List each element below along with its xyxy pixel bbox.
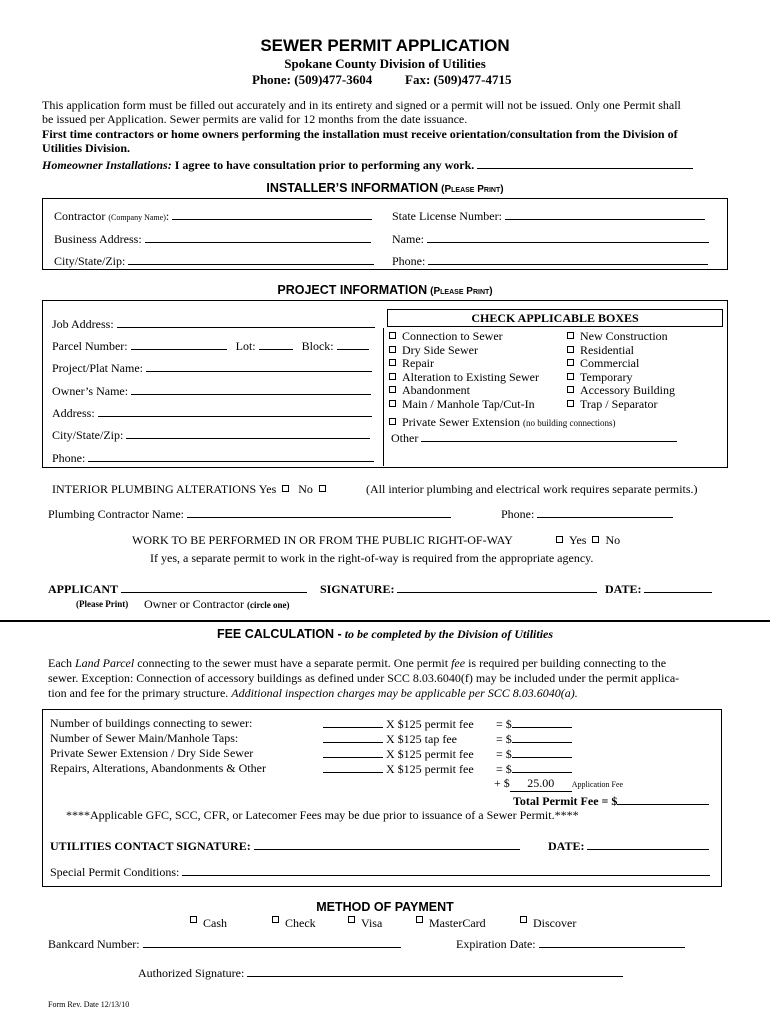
installer-name-label: Name:: [392, 232, 424, 246]
circle-one-note: (circle one): [246, 600, 290, 610]
authorized-signature-field: [138, 965, 623, 981]
installer-name-field: [392, 231, 709, 247]
checkbox-label: New Construction: [580, 329, 668, 343]
total-fee-row: [513, 793, 709, 809]
state-license-label: State License Number:: [392, 209, 502, 223]
installer-city-label: City/State/Zip:: [54, 254, 126, 268]
interior-plumbing-label: INTERIOR PLUMBING ALTERATIONS Yes: [52, 482, 277, 496]
checkbox-label: Dry Side Sewer: [402, 343, 478, 357]
interior-no-checkbox[interactable]: [319, 485, 326, 492]
fee-heading-text: FEE CALCULATION -: [216, 627, 342, 641]
owner-contractor-note: [144, 597, 290, 612]
fee-p3-a: tion and fee for the primary structure.: [48, 686, 229, 700]
fee-p1-e: is required per building connecting to the: [468, 656, 667, 670]
please-print-note: (Please Print): [76, 599, 129, 609]
installer-heading-text: INSTALLER’S INFORMATION: [266, 181, 439, 195]
applicant-label: APPLICANT: [48, 582, 118, 596]
special-conditions-label: Special Permit Conditions:: [50, 865, 180, 879]
project-phone-label: Phone:: [52, 451, 86, 465]
installer-name-input[interactable]: [427, 231, 709, 243]
job-address-label: Job Address:: [52, 317, 114, 331]
project-phone-field: [52, 450, 374, 466]
payment-visa[interactable]: [348, 916, 382, 931]
plat-field: [52, 360, 372, 376]
agency-name: Spokane County Division of Utilities: [284, 56, 486, 71]
payment-method-label: Check: [285, 916, 316, 930]
interior-plumbing-row: [52, 482, 332, 497]
signature-field: [320, 581, 597, 597]
project-city-input[interactable]: [126, 427, 370, 439]
project-heading: [0, 283, 770, 298]
checkbox-label: Accessory Building: [580, 383, 675, 397]
fee-amount-input[interactable]: [512, 746, 572, 758]
intro-line-1: This application form must be filled out accurately and in its entirety and signed or a permit will not be issued. Only one Permit shall: [42, 98, 681, 112]
expiration-label: Expiration Date:: [456, 937, 536, 951]
fee-amount-input[interactable]: [512, 761, 572, 773]
fee-qty-private-ext: [323, 746, 474, 762]
homeowner-text: I agree to have consultation prior to performing any work.: [174, 158, 475, 172]
check-boxes-heading: CHECK APPLICABLE BOXES: [387, 309, 723, 327]
installer-heading: [0, 181, 770, 196]
installer-phone-field: [392, 253, 708, 269]
checkbox-abandonment[interactable]: [389, 383, 470, 398]
applicant-date-input[interactable]: [644, 581, 712, 593]
bankcard-label: Bankcard Number:: [48, 937, 140, 951]
homeowner-consent: [42, 157, 693, 173]
interior-plumbing-note: (All interior plumbing and electrical work requires separate permits.): [366, 482, 698, 496]
expiration-input[interactable]: [539, 936, 685, 948]
parcel-label: Parcel Number:: [52, 339, 128, 353]
other-label: Other: [391, 431, 419, 445]
right-of-way-row: [132, 533, 513, 548]
row-no-label: No: [605, 533, 621, 547]
checkbox-main-manhole-tap[interactable]: [389, 397, 535, 412]
app-fee-prefix: + $: [494, 776, 510, 790]
business-address-input[interactable]: [145, 231, 371, 243]
lot-label: Lot:: [235, 339, 256, 353]
checkbox-trap-separator[interactable]: [567, 397, 658, 412]
fee-amount-input[interactable]: [512, 731, 572, 743]
applicant-field: [48, 581, 307, 597]
other-field: [391, 430, 677, 446]
fee-row-label: Repairs, Alterations, Abandonments & Other: [50, 761, 266, 775]
fee-row-taps: [50, 731, 238, 746]
special-conditions-field: [50, 864, 710, 880]
fee-qty-input[interactable]: [323, 761, 383, 773]
checkbox-private-sewer-extension[interactable]: [389, 415, 615, 430]
checkbox-accessory-building[interactable]: [567, 383, 675, 398]
payment-discover[interactable]: [520, 916, 576, 931]
project-divider: [383, 328, 384, 466]
checkbox-label: Trap / Separator: [580, 397, 658, 411]
fee-qty-taps: [323, 731, 457, 747]
app-fee-amount: 25.00: [510, 776, 572, 792]
fee-paragraph-line-2: sewer. Exception: Connection of accessory buildings as defined under SCC 8.03.6040(f) may be included under the permit applica-: [48, 671, 680, 685]
business-address-field: [54, 231, 371, 247]
fee-qty-buildings: [323, 716, 474, 732]
bankcard-input[interactable]: [143, 936, 401, 948]
installer-phone-label: Phone:: [392, 254, 426, 268]
fee-row-private-ext: [50, 746, 253, 761]
plumbing-phone-input[interactable]: [537, 506, 673, 518]
fee-paragraph-line-1: [48, 656, 666, 671]
checkbox-label: Commercial: [580, 356, 640, 370]
fee-qty-input[interactable]: [323, 731, 383, 743]
checkbox-label: Temporary: [580, 370, 633, 384]
fee-amount-repairs: [496, 761, 572, 777]
project-address-label: Address:: [52, 406, 95, 420]
owner-label: Owner’s Name:: [52, 384, 129, 398]
project-heading-text: PROJECT INFORMATION: [277, 283, 428, 297]
payment-heading: METHOD OF PAYMENT: [316, 900, 454, 914]
fee-rate: X $125 permit fee: [386, 747, 474, 761]
owner-contractor-text: Owner or Contractor: [144, 597, 244, 611]
checkbox-repair[interactable]: [389, 356, 434, 371]
fee-eq: = $: [496, 717, 512, 731]
interior-yes-checkbox[interactable]: [282, 485, 289, 492]
utilities-date-label: DATE:: [548, 839, 585, 853]
plumbing-contractor-label: Plumbing Contractor Name:: [48, 507, 184, 521]
checkbox-new-construction[interactable]: [567, 329, 668, 344]
fee-p1-c: connecting to the sewer must have a separate permit. One permit: [137, 656, 449, 670]
right-of-way-label: WORK TO BE PERFORMED IN OR FROM THE PUBLIC RIGHT-OF-WAY: [132, 533, 513, 547]
state-license-input[interactable]: [505, 208, 705, 220]
fee-amount-private-ext: [496, 746, 572, 762]
page-title: SEWER PERMIT APPLICATION: [260, 36, 510, 55]
utilities-date-field: [548, 838, 709, 854]
applicable-fees-note: ****Applicable GFC, SCC, CFR, or Latecomer Fees may be due prior to issuance of a Sewer Permit.****: [66, 808, 579, 822]
plat-input[interactable]: [146, 360, 372, 372]
payment-mastercard[interactable]: [416, 916, 486, 931]
fee-row-buildings: [50, 716, 252, 731]
lot-input[interactable]: [259, 338, 293, 350]
job-address-input[interactable]: [117, 316, 375, 328]
form-revision-date: Form Rev. Date 12/13/10: [48, 1000, 130, 1009]
private-ext-note: (no building connections): [522, 418, 616, 428]
utilities-signature-label: UTILITIES CONTACT SIGNATURE:: [50, 839, 251, 853]
plumbing-contractor-input[interactable]: [187, 506, 451, 518]
parcel-field: [52, 338, 369, 354]
agency-phone: Phone: (509)477-3604: [252, 72, 373, 87]
company-name-note: (Company Name): [108, 213, 166, 222]
fee-paragraph-line-3: [48, 686, 578, 701]
fee-eq: = $: [496, 747, 512, 761]
checkbox-label: Abandonment: [402, 383, 470, 397]
project-address-input[interactable]: [98, 405, 372, 417]
plumbing-contractor-field: [48, 506, 451, 522]
fee-p1-b: Land Parcel: [74, 656, 135, 670]
authorized-signature-label: Authorized Signature:: [138, 966, 245, 980]
interior-no-label: No: [298, 482, 313, 496]
checkbox-label: Residential: [580, 343, 634, 357]
checkbox-label: Connection to Sewer: [402, 329, 503, 343]
homeowner-initial-field[interactable]: [477, 157, 693, 169]
checkbox-label: Private Sewer Extension: [402, 415, 520, 429]
contractor-label: Contractor: [54, 209, 106, 223]
payment-method-label: MasterCard: [429, 916, 486, 930]
contractor-input[interactable]: [172, 208, 372, 220]
applicant-date-field: [605, 581, 712, 597]
intro-line-2: be issued per Application. Sewer permits are valid for 12 months from the date issuance.: [42, 112, 468, 126]
fee-eq: = $: [496, 762, 512, 776]
checkbox-connection-to-sewer[interactable]: [389, 329, 503, 344]
state-license-field: [392, 208, 705, 224]
installer-city-field: [54, 253, 374, 269]
job-address-field: [52, 316, 375, 332]
fee-heading-note: to be completed by the Division of Utilities: [344, 627, 554, 641]
applicant-date-label: DATE:: [605, 582, 642, 596]
block-label: Block:: [301, 339, 334, 353]
row-yes-checkbox[interactable]: [556, 536, 563, 543]
expiration-field: [456, 936, 685, 952]
fee-row-repairs: [50, 761, 266, 776]
project-address-field: [52, 405, 372, 421]
business-address-label: Business Address:: [54, 232, 142, 246]
agency-fax: Fax: (509)477-4715: [405, 72, 512, 87]
payment-cash[interactable]: [190, 916, 227, 931]
fee-row-label: Number of Sewer Main/Manhole Taps:: [50, 731, 239, 745]
project-heading-note: (Please Print): [430, 286, 493, 297]
payment-check[interactable]: [272, 916, 316, 931]
block-input[interactable]: [337, 338, 369, 350]
fee-row-label: Number of buildings connecting to sewer:: [50, 716, 253, 730]
section-divider: [0, 620, 770, 622]
fee-p3-b: Additional inspection charges may be applicable per SCC 8.03.6040(a).: [231, 686, 578, 700]
authorized-signature-input[interactable]: [247, 965, 623, 977]
utilities-signature-input[interactable]: [254, 838, 520, 850]
utilities-date-input[interactable]: [587, 838, 709, 850]
plat-label: Project/Plat Name:: [52, 361, 143, 375]
fee-row-label: Private Sewer Extension / Dry Side Sewer: [50, 746, 254, 760]
applicant-input[interactable]: [121, 581, 307, 593]
app-fee-label: Application Fee: [571, 780, 624, 789]
bankcard-field: [48, 936, 401, 952]
payment-method-label: Visa: [361, 916, 383, 930]
checkbox-commercial[interactable]: [567, 356, 639, 371]
row-yes-label: Yes: [569, 533, 587, 547]
installer-city-input[interactable]: [128, 253, 374, 265]
fee-eq: = $: [496, 732, 512, 746]
installer-phone-input[interactable]: [428, 253, 708, 265]
total-fee-input[interactable]: [617, 793, 709, 805]
row-no-checkbox[interactable]: [592, 536, 599, 543]
signature-input[interactable]: [397, 581, 597, 593]
intro-line-4: Utilities Division.: [42, 141, 131, 155]
fee-qty-repairs: [323, 761, 474, 777]
checkbox-label: Alteration to Existing Sewer: [402, 370, 539, 384]
contractor-field: Contractor (Company Name):: [54, 208, 372, 224]
owner-field: [52, 383, 371, 399]
fee-amount-taps: [496, 731, 572, 747]
special-conditions-input[interactable]: [182, 864, 710, 876]
right-of-way-options: [556, 533, 620, 548]
fee-heading: [0, 627, 770, 642]
homeowner-label: Homeowner Installations:: [42, 158, 172, 172]
fee-rate: X $125 permit fee: [386, 717, 474, 731]
parcel-input[interactable]: [131, 338, 227, 350]
installer-heading-note: (Please Print): [441, 184, 504, 195]
checkbox-label: Main / Manhole Tap/Cut-In: [402, 397, 535, 411]
fee-p1-a: Each: [48, 656, 72, 670]
other-input[interactable]: [421, 430, 677, 442]
utilities-signature-field: [50, 838, 520, 854]
payment-method-label: Discover: [533, 916, 577, 930]
plumbing-phone-field: [501, 506, 673, 522]
project-city-label: City/State/Zip:: [52, 428, 124, 442]
checkbox-label: Repair: [402, 356, 434, 370]
signature-label: SIGNATURE:: [320, 582, 395, 596]
project-phone-input[interactable]: [88, 450, 374, 462]
plumbing-phone-label: Phone:: [501, 507, 535, 521]
fee-qty-input[interactable]: [323, 716, 383, 728]
fee-p1-d: fee: [451, 656, 466, 670]
fee-qty-input[interactable]: [323, 746, 383, 758]
fee-amount-buildings: [496, 716, 572, 732]
total-fee-label: Total Permit Fee = $: [513, 794, 618, 808]
payment-method-label: Cash: [203, 916, 227, 930]
fee-rate: X $125 tap fee: [386, 732, 457, 746]
application-fee-row: [494, 776, 623, 792]
fee-rate: X $125 permit fee: [386, 762, 474, 776]
owner-input[interactable]: [131, 383, 371, 395]
intro-line-3: First time contractors or home owners performing the installation must receive orientation/consultation from the Division of: [42, 127, 678, 141]
right-of-way-note: If yes, a separate permit to work in the right-of-way is required from the appropriate agency.: [150, 551, 594, 565]
fee-amount-input[interactable]: [512, 716, 572, 728]
project-city-field: [52, 427, 370, 443]
